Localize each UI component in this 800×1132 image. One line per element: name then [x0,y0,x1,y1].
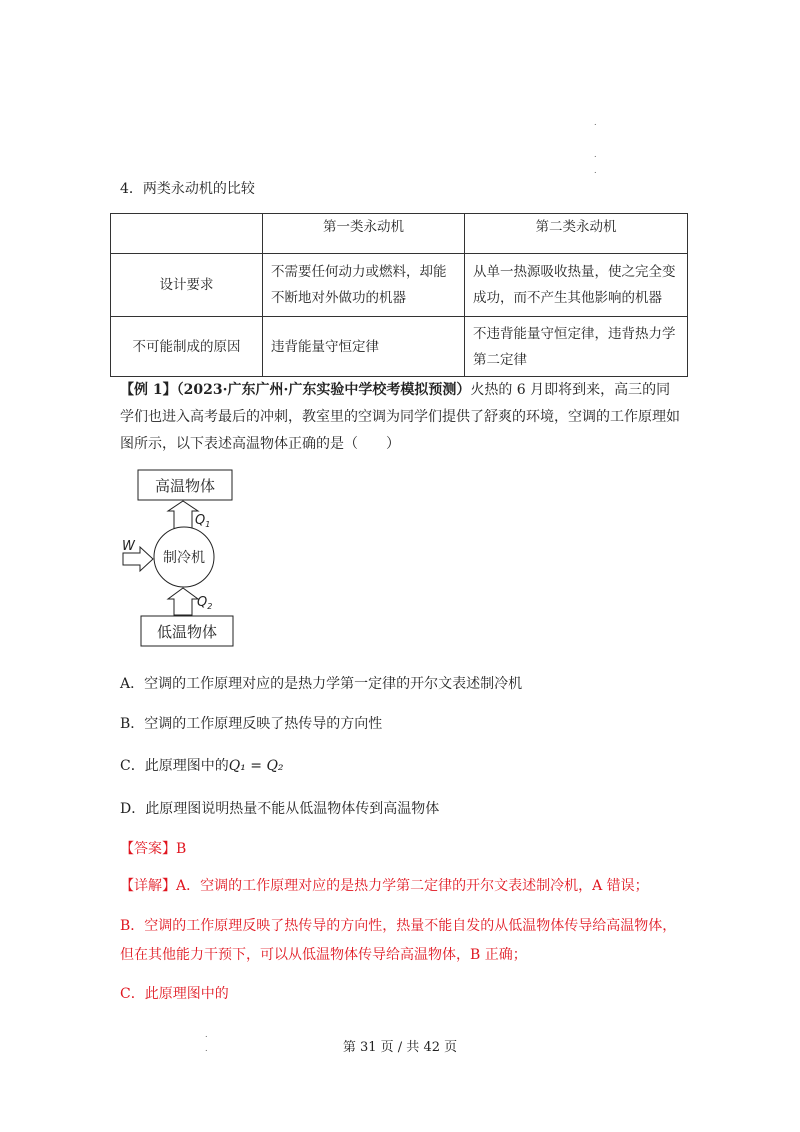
table-header-cell: 第二类永动机 [465,214,688,254]
decorative-dot: . [205,1030,208,1039]
table-header-cell [111,214,263,254]
work-label: W [122,539,135,554]
table-row [111,317,688,377]
option-d: D．此原理图说明热量不能从低温物体传到高温物体 [120,801,440,817]
refrigerator-diagram [115,465,240,655]
table-header-row [111,214,688,254]
table-cell: 不需要任何动力或燃料，却能不断地对外做功的机器 [263,254,465,317]
q1-label: $Q_1$ [195,513,211,529]
option-c [120,755,284,775]
hot-body-label: 高温物体 [154,477,216,495]
option-b: B．空调的工作原理反映了热传导的方向性 [120,716,383,732]
decorative-dot: . [594,118,597,127]
table-cell: 不可能制成的原因 [111,317,263,377]
decorative-dot: . [594,166,597,175]
example-tag: 【例 1】（2023·广东广州·广东实验中学校考模拟预测） [120,382,471,398]
option-c-formula: Q₁ = Q₂ [228,758,284,774]
q2-label: $Q_2$ [197,595,213,611]
cold-body-label: 低温物体 [156,623,218,641]
explanation-line-1: 【详解】A．空调的工作原理对应的是热力学第二定律的开尔文表述制冷机，A 错误； [120,878,649,894]
option-c-text: C．此原理图中的 [120,758,229,774]
page-footer: 第 31 页 / 共 42 页 [342,1040,458,1055]
comparison-table [110,213,688,377]
explanation-line-3: C．此原理图中的 [120,986,229,1002]
decorative-dot: . [594,150,597,159]
table-cell: 设计要求 [111,254,263,317]
table-cell: 不违背能量守恒定律，违背热力学第二定律 [465,317,688,377]
q1-arrow [168,501,198,529]
section-heading: 4．两类永动机的比较 [120,181,255,197]
q2-arrow [168,588,198,615]
answer: 【答案】B [120,841,187,857]
table-cell: 从单一热源吸收热量，使之完全变成功，而不产生其他影响的机器 [465,254,688,317]
example-question [120,377,680,458]
option-a: A．空调的工作原理对应的是热力学第一定律的开尔文表述制冷机 [120,676,523,692]
decorative-dot: . [205,1044,208,1053]
table-header-cell: 第一类永动机 [263,214,465,254]
example-text: 火热的 6 月即将到来，高三的同学们也进入高考最后的冲刺，教室里的空调为同学们提供了舒爽的环境，空调的工作原理如图所示，以下表述高温物体正确的是（ ） [120,382,680,452]
explanation-line-2: B．空调的工作原理反映了热传导的方向性，热量不能自发的从低温物体传导给高温物体，但在其他能力干预下，可以从低温物体传导给高温物体，B 正确； [120,918,677,963]
refrigerator-label: 制冷机 [163,550,205,566]
table-cell: 违背能量守恒定律 [263,317,465,377]
table-row [111,254,688,317]
